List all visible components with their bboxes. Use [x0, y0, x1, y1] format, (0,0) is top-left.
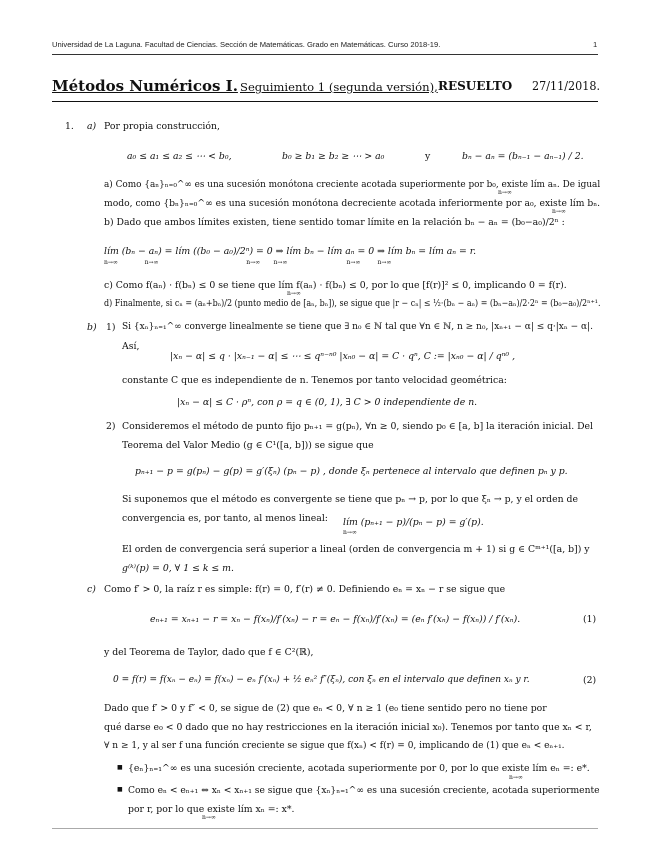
footer-rule	[52, 828, 598, 829]
equation-limits: lím (bₙ − aₙ) = lím ((b₀ − a₀)/2ⁿ) = 0 ⇒ lím bₙ − lím aₙ = 0 ⇒ lím bₙ = lím aₙ = r.	[104, 246, 477, 257]
bullet-item-1: {eₙ}ₙ₌₁^∞ es una sucesión creciente, acotada superiormente por 0, por lo que existe lím eₙ =: e*.	[128, 763, 590, 774]
bullet-item-2-cont: por r, por lo que existe lím xₙ =: x*.	[128, 804, 295, 815]
equation-number-1: (1)	[583, 614, 597, 625]
para-b-1-const: constante C que es independiente de n. Tenemos por tanto velocidad geométrica:	[122, 375, 507, 386]
part-a-label: a)	[87, 121, 97, 132]
doc-title: Métodos Numéricos I.	[52, 77, 238, 95]
equation-geometric: |xₙ − α| ≤ q · |xₙ₋₁ − α| ≤ ⋯ ≤ qⁿ⁻ⁿ⁰ |xₙ₀ − α| = C · qⁿ, C := |xₙ₀ − α| / qⁿ⁰ ,	[170, 351, 516, 362]
equation-halving: bₙ − aₙ = (bₙ₋₁ − aₙ₋₁) / 2.	[462, 151, 584, 162]
para-b-2-lineal: convergencia es, por tanto, al menos lineal:	[122, 513, 328, 524]
subitem-2: 2)	[106, 421, 116, 432]
part-b-label: b)	[87, 322, 97, 333]
para-b-2: Consideremos el método de punto fijo pₙ₊₁ = g(pₙ), ∀n ≥ 0, siendo p₀ ∈ [a, b] la iteración inicial. Del	[122, 421, 594, 432]
para-b-2-cont: Teorema del Valor Medio (g ∈ C¹([a, b])) se sigue que	[122, 440, 374, 451]
equation-ratio: lím (pₙ₊₁ − p)/(pₙ − p) = g′(p).	[343, 517, 484, 528]
para-b-2-order: El orden de convergencia será superior a lineal (orden de convergencia m + 1) si g ∈ Cᵐ⁺¹([a, b]) y	[122, 544, 590, 555]
para-c-3: qué darse e₀ < 0 dado que no hay restricciones en la iteración inicial x₀). Tenemos por tanto que xₙ < r,	[104, 722, 592, 733]
equation-a-chain: a₀ ≤ a₁ ≤ a₂ ≤ ⋯ < b₀,	[127, 151, 232, 162]
para-b-2-deriv: g⁽ᵏ⁾(p) = 0, ∀ 1 ≤ k ≤ m.	[122, 563, 234, 574]
limit-subscript: n→∞	[343, 529, 357, 536]
bullet-item-2: Como eₙ < eₙ₊₁ ⇔ xₙ < xₙ₊₁ se sigue que {xₙ}ₙ₌₁^∞ es una sucesión creciente, acotada superiormente	[128, 785, 600, 796]
para-b-1-asi: Así,	[122, 341, 140, 352]
part-a-intro: Por propia construcción,	[104, 121, 220, 132]
running-header: Universidad de La Laguna. Facultad de Ciencias. Sección de Matemáticas. Grado en Matemáticas. Curso 2018-19.	[52, 40, 441, 49]
para-a-a-cont: modo, como {bₙ}ₙ₌₀^∞ es una sucesión monótona decreciente acotada inferiormente por a₀, existe lím bₙ.	[104, 198, 601, 209]
bullet-icon: ■	[117, 764, 123, 771]
doc-subtitle: Seguimiento 1 (segunda versión),	[240, 80, 438, 94]
equation-b-chain: b₀ ≥ b₁ ≥ b₂ ≥ ⋯ > a₀	[282, 151, 385, 162]
para-a-a: a) Como {aₙ}ₙ₌₀^∞ es una sucesión monótona creciente acotada superiormente por b₀, existe lím aₙ. De igual	[104, 179, 601, 190]
subitem-1: 1)	[106, 322, 116, 333]
para-a-c: c) Como f(aₙ) · f(bₙ) ≤ 0 se tiene que lím f(aₙ) · f(bₙ) ≤ 0, por lo que [f(r)]² ≤ 0, implicando 0 = f(r).	[104, 280, 567, 291]
para-c-2: Dado que f′ > 0 y f″ < 0, se sigue de (2) que eₙ < 0, ∀ n ≥ 1 (e₀ tiene sentido pero no tiene por	[104, 703, 547, 714]
part-c-label: c)	[87, 584, 96, 595]
doc-status: RESUELTO	[438, 79, 513, 93]
equation-rate: |xₙ − α| ≤ C · ρⁿ, con ρ = q ∈ (0, 1), ∃ C > 0 independiente de n.	[177, 397, 478, 408]
page-number: 1	[593, 40, 598, 49]
limit-subscript: n→∞	[498, 189, 512, 196]
para-b-1: Si {xₙ}ₙ₌₁^∞ converge linealmente se tiene que ∃ n₀ ∈ ℕ tal que ∀n ∈ ℕ, n ≥ n₀, |xₙ₊₁ − α| ≤ q·|xₙ − α|.	[122, 322, 594, 332]
equation-mvt: pₙ₊₁ − p = g(pₙ) − g(p) = g′(ξₙ) (pₙ − p) , donde ξₙ pertenece al intervalo que definen pₙ y p.	[135, 466, 568, 477]
bullet-icon: ■	[117, 786, 123, 793]
equation-conj: y	[425, 151, 431, 162]
equation-newton: eₙ₊₁ = xₙ₊₁ − r = xₙ − f(xₙ)/f′(xₙ) − r = eₙ − f(xₙ)/f′(xₙ) = (eₙ f′(xₙ) − f(xₙ)) / f′(xₙ).	[150, 614, 521, 625]
limit-subscript: n→∞	[202, 814, 216, 821]
para-a-b: b) Dado que ambos límites existen, tiene sentido tomar límite en la relación bₙ − aₙ = (b₀−a₀)/2ⁿ :	[104, 217, 565, 228]
para-c-4: ∀ n ≥ 1, y al ser f una función creciente se sigue que f(xₙ) < f(r) = 0, implicando de (1) que eₙ < eₙ₊₁.	[104, 741, 565, 751]
para-b-2-conv: Si suponemos que el método es convergente se tiene que pₙ → p, por lo que ξₙ → p, y el orden de	[122, 494, 578, 505]
doc-date: 27/11/2018.	[532, 79, 601, 93]
title-rule	[52, 101, 598, 102]
equation-taylor: 0 = f(r) = f(xₙ − eₙ) = f(xₙ) − eₙ f′(xₙ) + ½ eₙ² f″(ξₙ), con ξₙ en el intervalo que definen xₙ y r.	[113, 675, 530, 685]
limit-subscript: n→∞	[287, 290, 301, 297]
equation-number-2: (2)	[583, 675, 597, 686]
header-rule	[52, 54, 598, 55]
para-c-taylor: y del Teorema de Taylor, dado que f ∈ C²(ℝ),	[104, 647, 314, 658]
para-a-d: d) Finalmente, si cₙ = (aₙ+bₙ)/2 (punto medio de [aₙ, bₙ]), se sigue que |r − cₙ| ≤ ½·(bₙ − aₙ) = (bₙ−aₙ)/2·2ⁿ = (b₀−a₀)/2ⁿ⁺¹.	[104, 299, 601, 309]
limit-subscript: n→∞	[509, 774, 523, 781]
limit-subscript: n→∞	[552, 208, 566, 215]
limit-subscripts: n→∞ n→∞ n→∞ n→∞ n→∞ n→∞	[104, 259, 392, 266]
para-c-1: Como f′ > 0, la raíz r es simple: f(r) = 0, f′(r) ≠ 0. Definiendo eₙ = xₙ − r se sigue que	[104, 584, 506, 595]
item-number: 1.	[65, 121, 74, 132]
